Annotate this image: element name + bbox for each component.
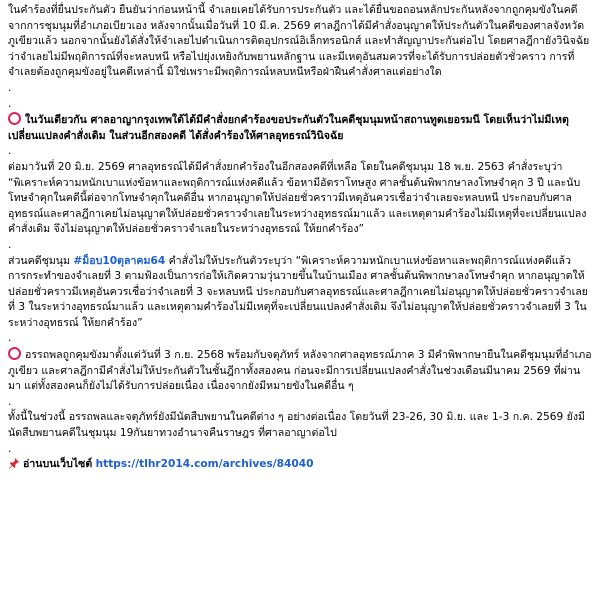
hashtag-link[interactable]: #ม็อบ10ตุลาคม64 — [73, 254, 166, 267]
paragraph-2 — [8, 112, 592, 144]
paragraph-6: ทั้งนี้ในช่วงนี้ อรรถพลและจตุภัทร์ยังมีนัดสืบพยานในคดีต่าง ๆ อย่างต่อเนื่อง โดยวันที่ 23-26, 30 มิ.ย. และ 1-3 ก.ค. 2569 ยังมีนัดสืบพยานคดีในชุมนุม 19กันยาทวงอำนาจคืนราษฎร ที่ศาลอาญาต่อไป — [8, 411, 585, 440]
paragraph-4-lead: ส่วนคดีชุมนุม — [8, 254, 74, 267]
red-circle-icon — [8, 112, 21, 125]
paragraph-4 — [8, 254, 592, 332]
read-more-line — [8, 457, 592, 473]
paragraph-4-text: คำสั่งไม่ให้ประกันตัวระบุว่า “พิเคราะห์ความหนักเบาแห่งข้อหาและพฤติการณ์แห่งคดีแล้ว การกระทำของจำเลยที่ 3 ตามฟ้องเป็นการก่อให้เกิดความวุ่นวายขึ้นในบ้านเมือง ศาลชั้นต้นพิพากษาลงโทษจำคุก หากอนุญาตให้ปล่อยชั่วคราวมีเหตุอันควรเชื่อว่าจำเลยที่ 3 จะหลบหนี ประกอบกับศาลอุทธรณ์และศาลฎีกาเคยไม่อนุญาตให้ปล่อยชั่วคราวจำเลยที่ 3 ในระหว่างอุทธรณ์มาแล้ว และเหตุตามคำร้องไม่มีเหตุที่จะเปลี่ยนแปลงคำสั่งเดิม จึงไม่อนุญาตให้ปล่อยชั่วคราวจำเลยที่ 3 ในระหว่างอุทธรณ์ ให้ยกคำร้อง” — [8, 254, 588, 329]
separator-dot: . — [8, 238, 12, 251]
red-circle-icon — [8, 347, 21, 360]
paragraph-5 — [8, 347, 592, 395]
separator-dot: . — [8, 332, 12, 345]
paragraph-3: ต่อมาวันที่ 20 มิ.ย. 2569 ศาลอุทธรณ์ได้มีคำสั่งยกคำร้องในอีกสองคดีที่เหลือ โดยในคดีชุมนุม 18 พ.ย. 2563 คำสั่งระบุว่า “พิเคราะห์ความหนักเบาแห่งข้อหาและพฤติการณ์แห่งคดีแล้ว ข้อหามีอัตราโทษสูง ศาลชั้นต้นพิพากษาลงโทษจำคุก 3 ปี และนับโทษจำคุกในคดีนี้ต่อจากโทษจำคุกในคดีอื่น หากอนุญาตให้ปล่อยชั่วคราวมีเหตุอันควรเชื่อว่าจำเลยจะหลบหนี ประกอบกับศาลอุทธรณ์และศาลฎีกาเคยไม่อนุญาตให้ปล่อยชั่วคราวจำเลยในระหว่างอุทธรณ์มาแล้ว และเหตุตามคำร้องไม่มีเหตุที่จะเปลี่ยนแปลงคำสั่งเดิม จึงไม่อนุญาตให้ปล่อยชั่วคราวจำเลยในระหว่างอุทธรณ์ ให้ยกคำร้อง” — [8, 160, 587, 236]
separator-dot: . — [8, 81, 12, 94]
pushpin-icon — [8, 457, 20, 469]
paragraph-2-text: ในวันเดียวกัน ศาลอาญากรุงเทพใต้ได้มีคำสั่งยกคำร้องขอประกันตัวในคดีชุมนุมหน้าสถานทูตเยอรมนี โดยเห็นว่าไม่มีเหตุเปลี่ยนแปลงคำสั่งเดิม ในส่วนอีกสองคดี ได้สั่งคำร้องให้ศาลอุทธรณ์วินิจฉัย — [8, 114, 569, 142]
separator-dot: . — [8, 442, 12, 455]
article-link[interactable]: https://tlhr2014.com/archives/84040 — [95, 458, 314, 471]
paragraph-5-text: อรรถพลถูกคุมขังมาตั้งแต่วันที่ 3 ก.ย. 2568 พร้อมกับจตุภัทร์ หลังจากศาลอุทธรณ์ภาค 3 มีคำพิพากษายืนในคดีชุมนุมที่อำเภอภูเขียว และศาลฎีกามีคำสั่งไม่ให้ประกันตัวในชั้นฎีกาทั้งสองคน ก่อนจะมีการเปลี่ยนแปลงคำสั่งในช่วงเดือนมีนาคม 2569 ที่ผ่านมา แต่ทั้งสองคนก็ยังไม่ได้รับการปล่อยเนื่อง เนื่องจากยังมีหมายขังในคดีอื่น ๆ — [8, 349, 592, 393]
paragraph-1: ในคำร้องที่ยื่นประกันตัว ยืนยันว่าก่อนหน้านี้ จำเลยเคยได้รับการประกันตัว และได้ยื่นขอถอนหลักประกันหลังจากถูกคุมขังในคดีจากการชุมนุมที่อำเภอเบียวเอง หลังจากนั้นเมื่อวันที่ 10 มี.ค. 2569 ศาลฎีกาได้มีคำสั่งอนุญาตให้ประกันตัวในคดีของศาลจังหวัดภูเขียวแล้ว นอกจากนั้นยังได้สั่งให้จำเลยไปดำเนินการติดอุปกรณ์อิเล็กทรอนิกส์ และทำสัญญาประกันต่อไป โดยศาลฎีกายังวินิจฉัยว่าจำเลยไม่มีพฤติการณ์ที่จะหลบหนี หรือไปยุ่งเหยิงกับพยานหลักฐาน และมีเหตุอันสมควรที่จะได้รับการปล่อยตัวชั่วคราว การที่จำเลยต้องถูกคุมขังอยู่ในคดีเหล่านี้ มิใช่เพราะมีพฤติการณ์หลบหนีหรือฝ่าฝืนคำสั่งศาลแต่อย่างใด — [8, 4, 590, 79]
separator-dot: . — [8, 145, 12, 158]
separator-dot: . — [8, 395, 12, 408]
separator-dot: . — [8, 97, 12, 110]
read-more-label: อ่านบนเว็บไซต์ — [23, 458, 93, 471]
